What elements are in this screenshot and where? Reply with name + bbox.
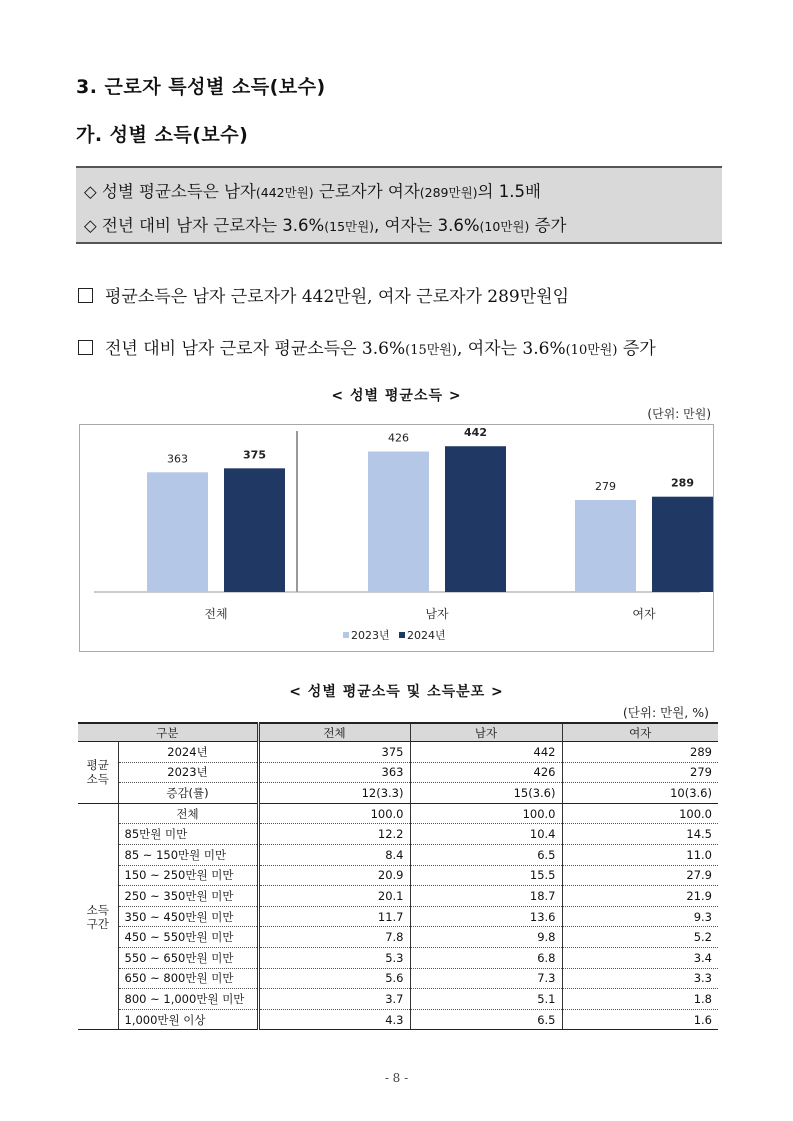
cell-total: 20.1 [258, 886, 410, 907]
summary-line-2 [84, 212, 566, 236]
cell-total: 3.7 [258, 989, 410, 1010]
cell-total: 12(3.3) [258, 783, 410, 804]
row-label: 650 ~ 800만원 미만 [118, 968, 258, 989]
cell-total: 20.9 [258, 865, 410, 886]
data-label: 426 [388, 431, 409, 445]
table-row [78, 927, 718, 948]
table-row [78, 783, 718, 804]
chart-unit: (단위: 만원) [647, 407, 711, 421]
cell-female: 10(3.6) [562, 783, 718, 804]
bar-female-2024년 [652, 497, 713, 592]
cell-female: 9.3 [562, 906, 718, 927]
cell-male: 6.5 [410, 1009, 562, 1030]
header-male: 남자 [410, 723, 562, 742]
row-label: 2023년 [118, 762, 258, 783]
bullet-2-part-c: , 여자는 3.6% [456, 339, 566, 359]
row-label: 350 ~ 450만원 미만 [118, 906, 258, 927]
cell-total: 12.2 [258, 824, 410, 845]
cell-female: 100.0 [562, 803, 718, 824]
row-label: 150 ~ 250만원 미만 [118, 865, 258, 886]
cell-male: 426 [410, 762, 562, 783]
bar-male-2023년 [368, 452, 429, 592]
subsection-heading: 가. 성별 소득(보수) [76, 124, 249, 146]
data-label: 363 [167, 452, 188, 466]
summary-line-1-part-d: (289만원) [419, 185, 478, 200]
cell-male: 6.8 [410, 947, 562, 968]
bar-chart [80, 425, 713, 651]
checkbox-square-icon [78, 288, 93, 303]
cell-total: 375 [258, 742, 410, 763]
cell-male: 13.6 [410, 906, 562, 927]
page-number: - 8 - [384, 1071, 409, 1085]
row-label: 800 ~ 1,000만원 미만 [118, 989, 258, 1010]
summary-line-1-part-c: 근로자가 여자 [313, 182, 420, 201]
cell-male: 10.4 [410, 824, 562, 845]
row-label: 450 ~ 550만원 미만 [118, 927, 258, 948]
legend-swatch-2024년 [399, 632, 405, 638]
data-label: 442 [464, 426, 487, 440]
bar-female-2023년 [575, 500, 636, 592]
cell-male: 5.1 [410, 989, 562, 1010]
summary-line-1-part-b: (442만원) [255, 185, 314, 200]
legend-label: 2023년 [351, 629, 390, 642]
table-row [78, 1009, 718, 1030]
table-row [78, 886, 718, 907]
data-label: 375 [243, 448, 266, 462]
section-heading: 3. 근로자 특성별 소득(보수) [76, 76, 326, 98]
row-label: 1,000만원 이상 [118, 1009, 258, 1030]
cell-female: 1.6 [562, 1009, 718, 1030]
cell-total: 7.8 [258, 927, 410, 948]
header-female: 여자 [562, 723, 718, 742]
income-distribution-table [78, 722, 718, 1030]
bullet-2-part-d: (10만원) [565, 343, 618, 358]
cell-male: 6.5 [410, 844, 562, 865]
category-label: 여자 [632, 607, 656, 621]
bullet-1 [78, 282, 569, 307]
cell-female: 3.3 [562, 968, 718, 989]
table-title: < 성별 평균소득 및 소득분포 > [289, 684, 504, 700]
cell-female: 14.5 [562, 824, 718, 845]
table-unit: (단위: 만원, %) [622, 705, 709, 720]
cell-total: 5.6 [258, 968, 410, 989]
cell-female: 11.0 [562, 844, 718, 865]
summary-line-2-part-d: (10만원) [479, 219, 530, 234]
table-row [78, 968, 718, 989]
cell-male: 9.8 [410, 927, 562, 948]
cell-total: 11.7 [258, 906, 410, 927]
cell-total: 100.0 [258, 803, 410, 824]
avg-income-group-label: 평균 소득 [78, 742, 118, 804]
legend-swatch-2023년 [343, 632, 349, 638]
bullet-2-part-b: (15만원) [405, 343, 457, 358]
cell-total: 363 [258, 762, 410, 783]
row-label: 2024년 [118, 742, 258, 763]
cell-male: 15(3.6) [410, 783, 562, 804]
data-label: 289 [671, 476, 694, 490]
table-row [78, 906, 718, 927]
cell-female: 3.4 [562, 947, 718, 968]
bar-male-2024년 [445, 446, 506, 592]
income-bracket-group-label: 소득 구간 [78, 803, 118, 1030]
legend-label: 2024년 [407, 629, 446, 642]
chart-frame [79, 424, 714, 652]
summary-line-2-part-c: , 여자는 3.6% [374, 216, 480, 235]
cell-male: 7.3 [410, 968, 562, 989]
summary-line-2-part-b: (15만원) [324, 219, 375, 234]
table-row [78, 803, 718, 824]
header-category: 구분 [78, 723, 258, 742]
summary-line-1 [84, 178, 541, 202]
data-label: 279 [595, 479, 616, 493]
row-label: 550 ~ 650만원 미만 [118, 947, 258, 968]
cell-male: 442 [410, 742, 562, 763]
cell-female: 5.2 [562, 927, 718, 948]
cell-female: 21.9 [562, 886, 718, 907]
bullet-2-part-a: 전년 대비 남자 근로자 평균소득은 3.6% [105, 339, 406, 359]
table-row [78, 947, 718, 968]
table-row [78, 762, 718, 783]
bullet-2-part-e: 증가 [617, 339, 656, 359]
row-label: 250 ~ 350만원 미만 [118, 886, 258, 907]
summary-line-1-part-e: 의 1.5배 [477, 182, 541, 201]
cell-total: 8.4 [258, 844, 410, 865]
cell-female: 289 [562, 742, 718, 763]
checkbox-square-icon [78, 340, 93, 355]
cell-male: 15.5 [410, 865, 562, 886]
bar-total-2023년 [147, 472, 208, 592]
bullet-2 [78, 334, 656, 359]
cell-total: 5.3 [258, 947, 410, 968]
row-label: 증감(률) [118, 783, 258, 804]
table-row [78, 865, 718, 886]
cell-male: 18.7 [410, 886, 562, 907]
cell-female: 1.8 [562, 989, 718, 1010]
bar-total-2024년 [224, 468, 285, 592]
table-row [78, 989, 718, 1010]
table-row [78, 742, 718, 763]
bullet-1-text: 평균소득은 남자 근로자가 442만원, 여자 근로자가 289만원임 [105, 287, 570, 307]
row-label: 전체 [118, 803, 258, 824]
cell-male: 100.0 [410, 803, 562, 824]
cell-female: 279 [562, 762, 718, 783]
table-header-row [78, 723, 718, 742]
cell-female: 27.9 [562, 865, 718, 886]
table-row [78, 844, 718, 865]
summary-line-2-part-a: ◇ 전년 대비 남자 근로자는 3.6% [84, 216, 325, 235]
category-label: 전체 [204, 607, 228, 621]
chart-title: < 성별 평균소득 > [331, 388, 462, 404]
row-label: 85 ~ 150만원 미만 [118, 844, 258, 865]
table-row [78, 824, 718, 845]
summary-line-1-part-a: ◇ 성별 평균소득은 남자 [84, 182, 256, 201]
row-label: 85만원 미만 [118, 824, 258, 845]
summary-line-2-part-e: 증가 [529, 216, 567, 235]
cell-total: 4.3 [258, 1009, 410, 1030]
summary-box [76, 166, 722, 244]
category-label: 남자 [425, 607, 449, 621]
header-total: 전체 [258, 723, 410, 742]
